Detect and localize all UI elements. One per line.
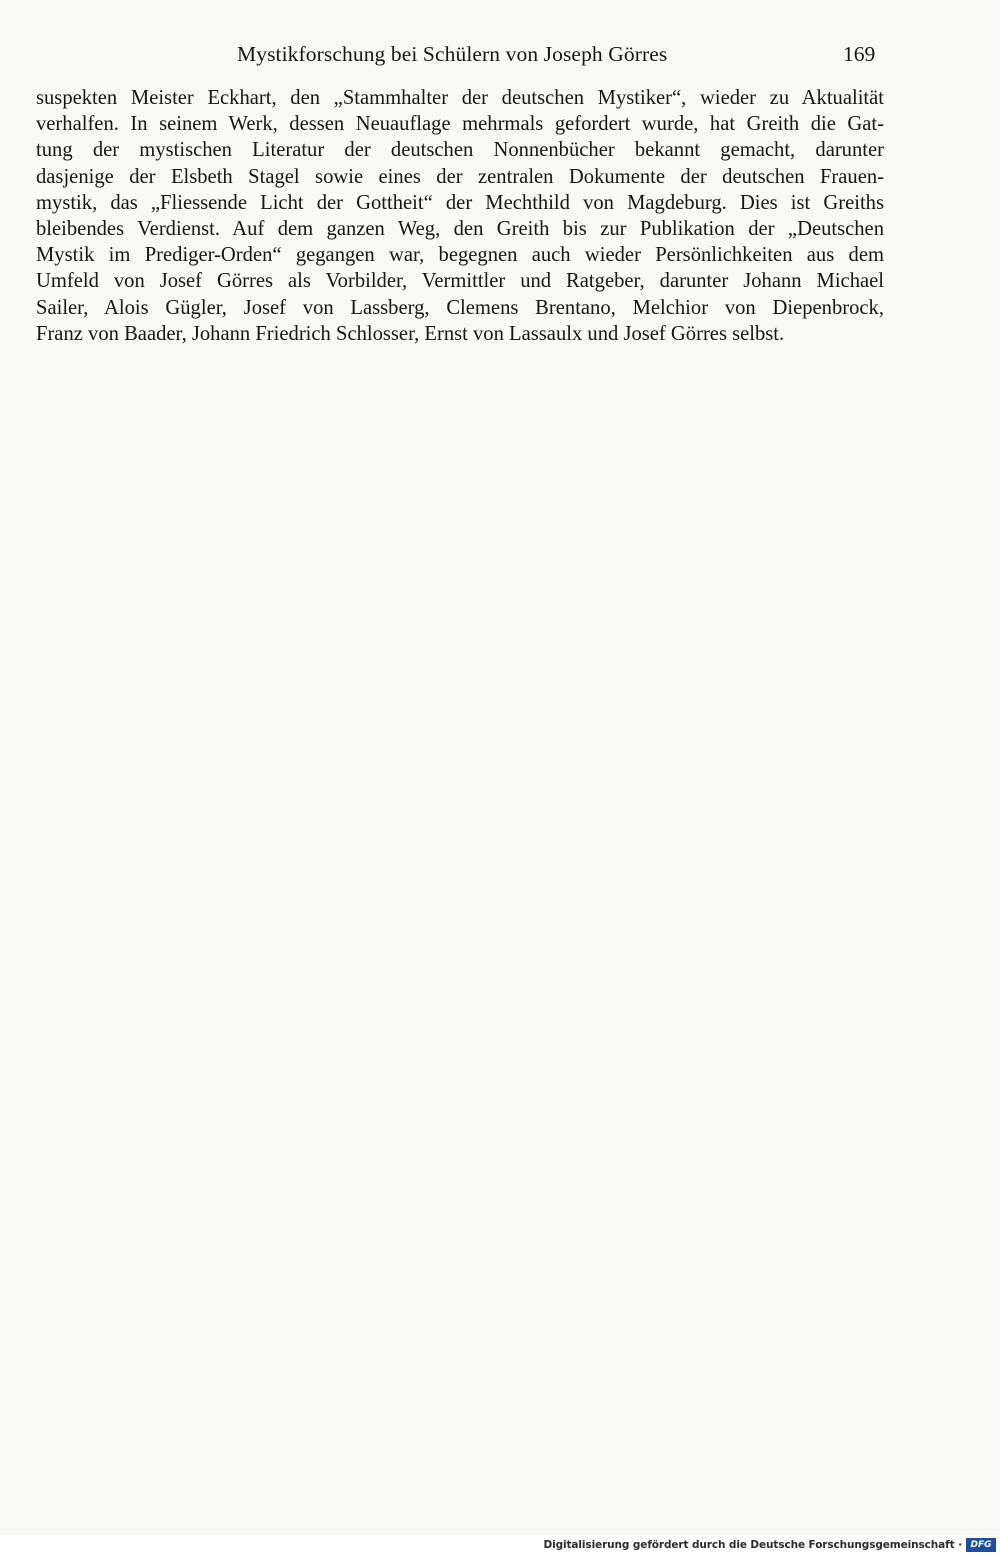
text-line: Umfeld von Josef Görres als Vorbilder, Vermittler und Ratgeber, darunter Johann Michael [36,270,884,293]
body-paragraph [36,85,884,347]
text-line: Sailer, Alois Gügler, Josef von Lassberg, Clemens Brentano, Melchior von Diepenbrock, [36,296,884,319]
text-line: bleibendes Verdienst. Auf dem ganzen Weg, den Greith bis zur Publikation der „Deutschen [36,217,884,240]
text-line: dasjenige der Elsbeth Stagel sowie eines der zentralen Dokumente der deutschen Frauen- [36,165,884,188]
page-number: 169 [843,42,876,66]
running-title: Mystikforschung bei Schülern von Joseph Görres [237,42,668,66]
text-line: suspekten Meister Eckhart, den „Stammhalter der deutschen Mystiker“, wieder zu Aktualität [36,87,884,109]
dfg-logo-icon: DFG [966,1538,996,1552]
text-line: mystik, das „Fliessende Licht der Gottheit“ der Mechthild von Magdeburg. Dies ist Greiths [36,191,884,214]
text-line: Mystik im Prediger-Orden“ gegangen war, begegnen auch wieder Persönlichkeiten aus dem [36,244,884,267]
text-line: Franz von Baader, Johann Friedrich Schlosser, Ernst von Lassaulx und Josef Görres selbst. [36,322,785,345]
text-line: verhalfen. In seinem Werk, dessen Neuauflage mehrmals gefordert wurde, hat Greith die Gat- [36,113,884,136]
footer-bar [0,1535,1000,1556]
text-line: tung der mystischen Literatur der deutschen Nonnenbücher bekannt gemacht, darunter [36,139,884,162]
funding-note: Digitalisierung gefördert durch die Deutsche Forschungsgemeinschaft · [543,1539,962,1551]
